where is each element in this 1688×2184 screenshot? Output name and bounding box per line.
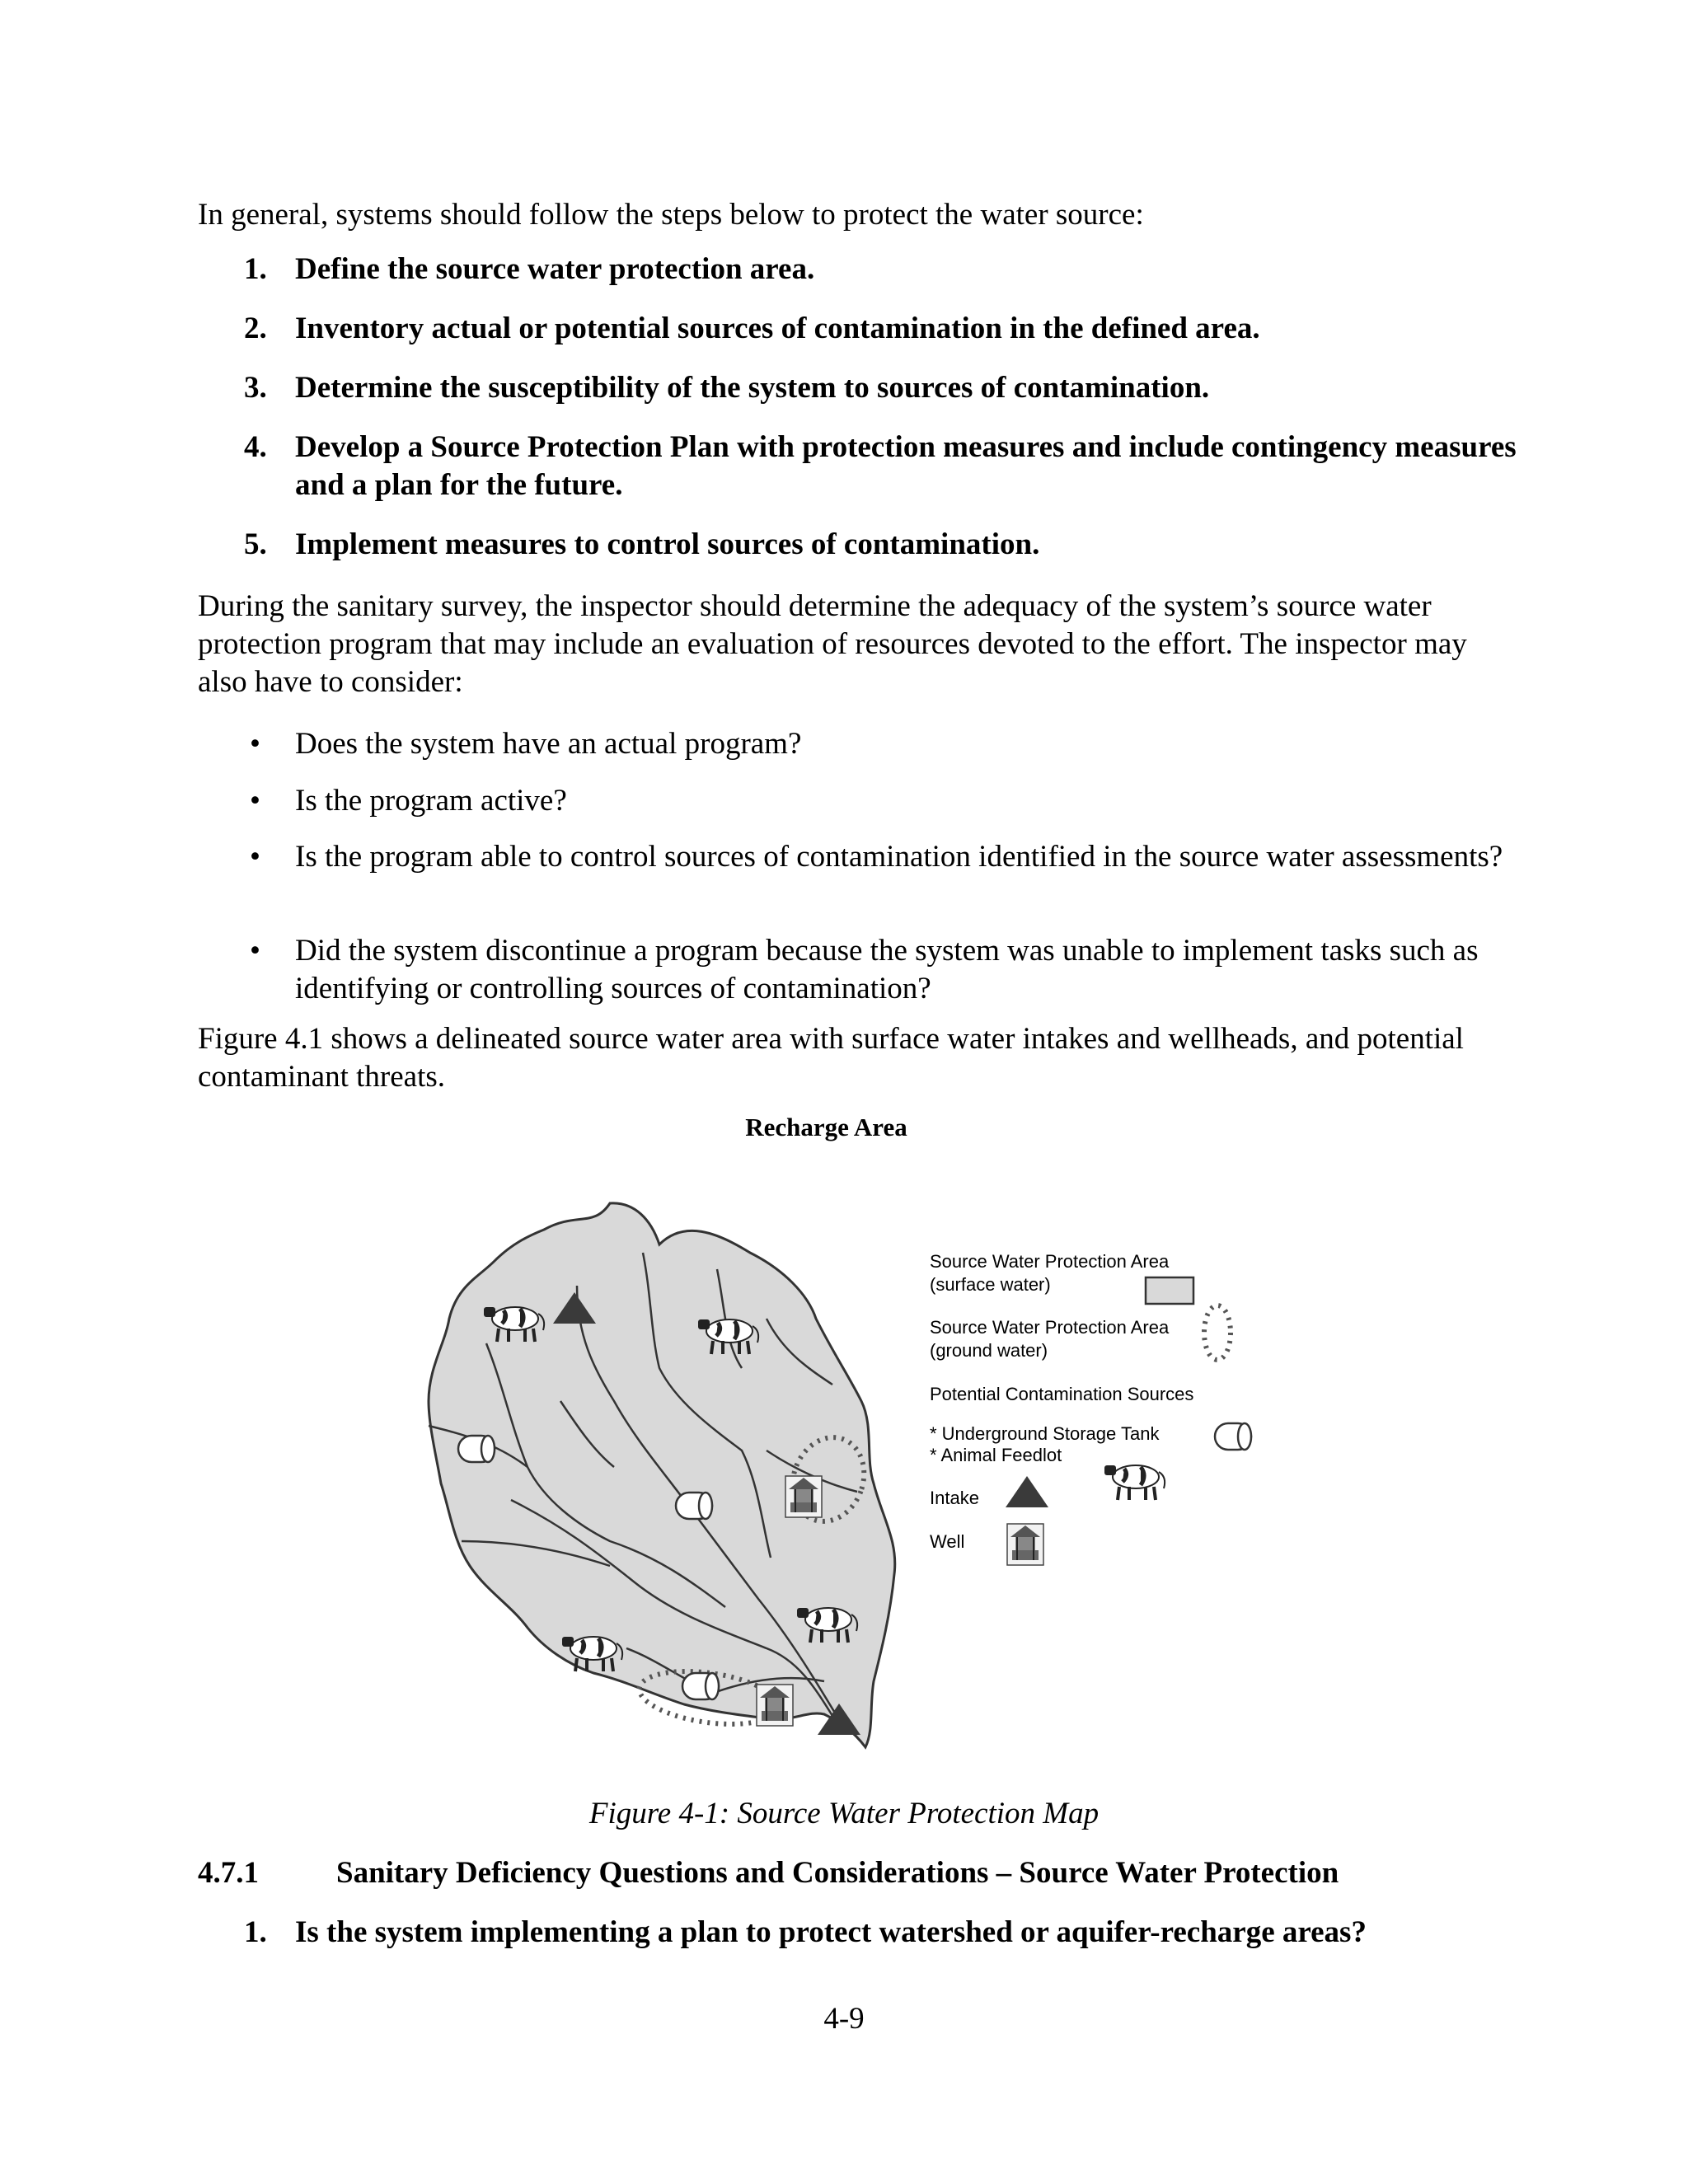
step-number: 5. <box>244 527 267 561</box>
figure-reference-paragraph: Figure 4.1 shows a delineated source water area with surface water intakes and wellheads, and potential contaminant threats. <box>198 1022 1464 1094</box>
underground-storage-tank-icon <box>682 1673 719 1699</box>
question-number: 1. <box>244 1915 267 1949</box>
bullet-text: Is the program active? <box>295 784 567 818</box>
map-legend <box>930 1251 1251 1565</box>
bullet-icon: • <box>250 840 260 874</box>
legend-well-icon <box>1007 1524 1043 1565</box>
legend-swpa-ground-sublabel: (ground water) <box>930 1340 1048 1361</box>
page-number: 4-9 <box>823 2002 865 2036</box>
legend-well-label: Well <box>930 1531 965 1552</box>
section-title: Sanitary Deficiency Questions and Considerations – Source Water Protection <box>336 1856 1339 1890</box>
legend-swpa-surface-sublabel: (surface water) <box>930 1274 1051 1295</box>
legend-animal-feedlot-label: * Animal Feedlot <box>930 1445 1062 1465</box>
step-text: Define the source water protection area. <box>295 252 815 286</box>
ground-water-swatch-icon <box>1204 1305 1231 1360</box>
step-text: Implement measures to control sources of contamination. <box>295 527 1040 561</box>
well-icon <box>785 1476 822 1517</box>
legend-animal-feedlot-icon <box>1104 1465 1165 1500</box>
underground-storage-tank-icon <box>458 1436 495 1462</box>
figure-title: Recharge Area <box>745 1113 907 1141</box>
bullet-text: Does the system have an actual program? <box>295 727 802 761</box>
bullet-icon: • <box>250 784 260 818</box>
surface-water-swatch-icon <box>1146 1277 1193 1304</box>
bullet-icon: • <box>250 934 260 968</box>
step-text: Develop a Source Protection Plan with protection measures and include contingency measures and a plan for the future. <box>295 430 1517 502</box>
section-number: 4.7.1 <box>198 1856 259 1890</box>
legend-storage-tank-label: * Underground Storage Tank <box>930 1423 1160 1444</box>
legend-contamination-sources-label: Potential Contamination Sources <box>930 1384 1194 1404</box>
question-text: Is the system implementing a plan to protect watershed or aquifer-recharge areas? <box>295 1915 1367 1949</box>
survey-paragraph: During the sanitary survey, the inspector should determine the adequacy of the system’s source water protection program that may include an evaluation of resources devoted to the effort. The inspector may also have to consider: <box>198 589 1467 699</box>
step-number: 3. <box>244 371 267 405</box>
legend-swpa-ground-label: Source Water Protection Area <box>930 1317 1170 1338</box>
step-number: 4. <box>244 430 267 464</box>
step-number: 2. <box>244 312 267 345</box>
underground-storage-tank-icon <box>676 1493 712 1519</box>
figure-caption: Figure 4-1: Source Water Protection Map <box>588 1797 1100 1830</box>
bullet-icon: • <box>250 727 260 761</box>
legend-swpa-surface-label: Source Water Protection Area <box>930 1251 1170 1272</box>
legend-storage-tank-icon <box>1215 1423 1251 1450</box>
well-icon <box>757 1685 793 1726</box>
source-water-protection-map <box>0 1154 1688 1797</box>
step-text: Determine the susceptibility of the system to sources of contamination. <box>295 371 1210 405</box>
step-text: Inventory actual or potential sources of contamination in the defined area. <box>295 312 1260 345</box>
intro-paragraph: In general, systems should follow the steps below to protect the water source: <box>198 198 1144 232</box>
bullet-text: Is the program able to control sources of contamination identified in the source water assessments? <box>295 840 1503 874</box>
bullet-text: Did the system discontinue a program because the system was unable to implement tasks such as identifying or controlling sources of contamination? <box>295 934 1479 1005</box>
step-number: 1. <box>244 252 267 286</box>
legend-intake-icon <box>1006 1476 1048 1507</box>
legend-intake-label: Intake <box>930 1488 979 1508</box>
